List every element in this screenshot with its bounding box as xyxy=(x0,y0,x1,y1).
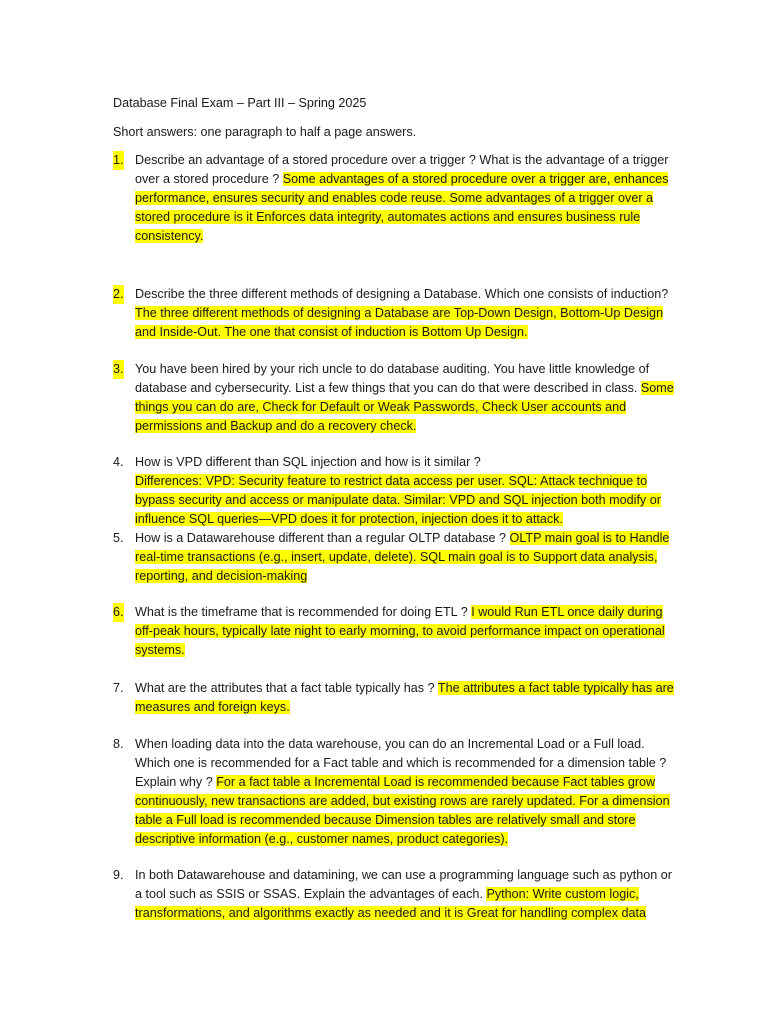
answer-text: Python: Write custom logic, transformations, and algorithms exactly as needed and it is Great for handling complex data xyxy=(135,886,647,920)
question-item-1 xyxy=(113,151,680,246)
question-text: Describe an advantage of a stored procedure over a trigger ? What is the advantage of a trigger over a stored procedure ? xyxy=(135,153,669,186)
question-number: 6. xyxy=(113,603,124,622)
page-title: Database Final Exam – Part III – Spring 2025 xyxy=(113,96,367,110)
question-number: 4. xyxy=(113,455,124,469)
question-number: 3. xyxy=(113,360,124,379)
question-text: You have been hired by your rich uncle to do database auditing. You have little knowledge of database and cybersecurity. List a few things that you can do that were described in class. xyxy=(135,362,650,395)
question-item-8 xyxy=(113,735,680,848)
answer-text: OLTP main goal is to Handle real-time transactions (e.g., insert, update, delete). SQL main goal is to Support data analysis, reporting, and decision-making xyxy=(135,531,670,583)
answer-text: Some things you can do are, Check for Default or Weak Passwords, Check User accounts and permissions and Backup and do a recovery check. xyxy=(135,380,674,433)
answer-text: For a fact table a Incremental Load is recommended because Fact tables grow continuously, new transactions are added, but existing rows are rarely updated. For a dimension table a Full load is recommended because Dimension tables are relatively small and store descriptive information (e.g., customer names, product categories). xyxy=(135,774,670,846)
question-item-6 xyxy=(113,603,680,660)
answer-text: Differences: VPD: Security feature to restrict data access per user. SQL: Attack technique to bypass security and access or manipulate data. Similar: VPD and SQL injection both modify or influence SQL queries—VPD does it for protection, injection does it to attack. xyxy=(135,473,661,526)
question-text: How is VPD different than SQL injection and how is it similar ? xyxy=(135,455,481,469)
question-text: What is the timeframe that is recommended for doing ETL ? xyxy=(135,605,468,619)
question-text: Describe the three different methods of designing a Database. Which one consists of induction? xyxy=(135,287,669,301)
question-number: 5. xyxy=(113,531,124,545)
answer-text: The three different methods of designing a Database are Top-Down Design, Bottom-Up Design and Inside-Out. The one that consist of induction is Bottom Up Design. xyxy=(135,305,664,339)
question-number: 2. xyxy=(113,285,124,304)
instructions: Short answers: one paragraph to half a page answers. xyxy=(113,125,417,139)
answer-text: The attributes a fact table typically has are measures and foreign keys. xyxy=(135,681,674,714)
question-item-9 xyxy=(113,866,680,923)
question-text: How is a Datawarehouse different than a regular OLTP database ? xyxy=(135,531,507,545)
answer-text: I would Run ETL once daily during off-peak hours, typically late night to early morning, to avoid performance impact on operational systems. xyxy=(135,605,665,657)
question-text: What are the attributes that a fact table typically has ? xyxy=(135,681,435,695)
question-number: 8. xyxy=(113,737,124,751)
answer-text: Some advantages of a stored procedure over a trigger are, enhances performance, ensures security and enables code reuse. Some advantages of a trigger over a stored procedure is it Enforces data integrity, automates actions and ensures business rule consistency. xyxy=(135,171,669,243)
question-text: When loading data into the data warehouse, you can do an Incremental Load or a Full load. Which one is recommended for a Fact table and which is recommended for a dimension table ? Explain why ? xyxy=(135,737,667,789)
question-item-3 xyxy=(113,360,680,436)
question-text: In both Datawarehouse and datamining, we can use a programming language such as python or a tool such as SSIS or SSAS. Explain the advantages of each. xyxy=(135,868,672,901)
question-item-5 xyxy=(113,529,680,586)
question-number: 1. xyxy=(113,151,124,170)
question-item-7 xyxy=(113,679,680,717)
question-number: 7. xyxy=(113,681,124,695)
question-item-2 xyxy=(113,285,680,342)
question-item-4 xyxy=(113,453,680,529)
question-number: 9. xyxy=(113,868,124,882)
